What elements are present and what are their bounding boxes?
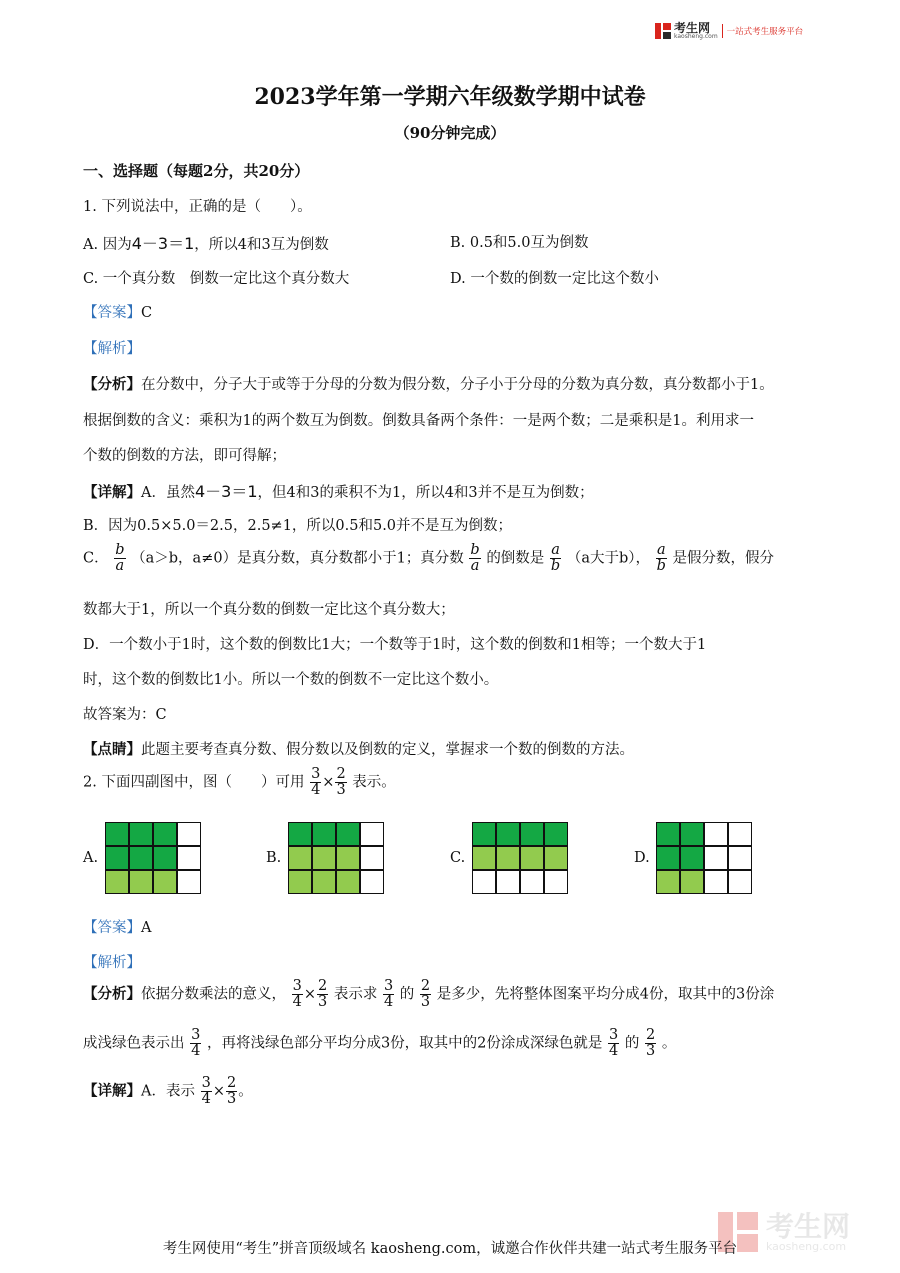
grid-cell [288, 822, 312, 846]
q1-stem: 1. 下列说法中，正确的是（ ）。 [83, 199, 312, 215]
grid-cell [288, 846, 312, 870]
q1-analysis-line-3: 个数的倒数的方法，即可得解； [83, 448, 286, 464]
q2-grid-c [472, 822, 568, 894]
grid-cell [472, 870, 496, 894]
q2-label-b: B. [266, 850, 282, 866]
site-logo[interactable] [655, 20, 803, 42]
q1-conclusion: 故答案为：C [83, 707, 167, 723]
watermark-domain: kaosheng.com [766, 1239, 847, 1253]
grid-cell [336, 846, 360, 870]
grid-cell [177, 822, 201, 846]
grid-cell [496, 822, 520, 846]
grid-cell [728, 822, 752, 846]
grid-cell [704, 822, 728, 846]
grid-cell [544, 846, 568, 870]
grid-cell [680, 870, 704, 894]
grid-cell [680, 822, 704, 846]
q1-detail-a: 【详解】A．虽然4－3＝1，但4和3的乘积不为1，所以4和3并不是互为倒数； [83, 482, 594, 501]
grid-cell [129, 870, 153, 894]
grid-cell [520, 870, 544, 894]
grid-cell [336, 870, 360, 894]
grid-cell [312, 822, 336, 846]
logo-slogan: 一站式考生服务平台 [726, 27, 804, 37]
grid-cell [728, 870, 752, 894]
q2-grid-b [288, 822, 384, 894]
grid-cell [472, 822, 496, 846]
q1-detail-c-line-1: C． $\frac{b}{a}$ （a＞b，a≠0）是真分数，真分数都小于1；真分数 $\frac{b}{a}$ 的倒数是 $\frac{a}{b}$ （a大于b）， $\frac{a}{b}$ 是假分数，假分 [83, 542, 775, 575]
grid-cell [153, 846, 177, 870]
logo-icon [655, 23, 671, 39]
page-subtitle: （90分钟完成） [394, 124, 506, 142]
grid-cell [288, 870, 312, 894]
grid-cell [656, 822, 680, 846]
q2-analysis-line-2: 成浅绿色表示出 $\frac{3}{4}$ ，再将浅绿色部分平均分成3份，取其中的2份涂成深绿色就是 $\frac{3}{4}$ 的 $\frac{2}{3}$ 。 [83, 1027, 677, 1060]
q1-option-a: A. 因为4－3＝1，所以4和3互为倒数 [83, 234, 329, 253]
q2-detail: 【详解】A．表示 $\frac{3}{4}$ × $\frac{2}{3}$ 。 [83, 1075, 253, 1108]
q2-label-a: A. [83, 850, 99, 866]
grid-cell [105, 822, 129, 846]
q1-option-b: B. 0.5和5.0互为倒数 [450, 235, 589, 251]
grid-cell [496, 870, 520, 894]
grid-cell [704, 846, 728, 870]
q1-detail-b: B．因为0.5×5.0＝2.5，2.5≠1，所以0.5和5.0并不是互为倒数； [83, 518, 513, 534]
q2-answer: 【答案】A [83, 920, 152, 936]
q1-analysis-line-1: 【分析】在分数中，分子大于或等于分母的分数为假分数，分子小于分母的分数为真分数，真分数都小于1。 [83, 376, 774, 393]
logo-name: 考生网 [674, 21, 711, 35]
q1-option-c: C. 一个真分数 倒数一定比这个真分数大 [83, 271, 350, 287]
grid-cell [312, 846, 336, 870]
grid-cell [472, 846, 496, 870]
grid-cell [105, 870, 129, 894]
q2-grid-d [656, 822, 752, 894]
q1-analysis-line-2: 根据倒数的含义：乘积为1的两个数互为倒数。倒数具备两个条件：一是两个数；二是乘积是1。利用求一 [83, 413, 754, 429]
q2-analysis-line-1: 【分析】依据分数乘法的意义， $\frac{3}{4}$ × $\frac{2}{3}$ 表示求 $\frac{3}{4}$ 的 $\frac{2}{3}$ 是多少，先将整体图案平均分成4份，取其中的3份涂 [83, 978, 775, 1011]
grid-cell [177, 846, 201, 870]
grid-cell [680, 846, 704, 870]
grid-cell [520, 846, 544, 870]
q1-answer: 【答案】C [83, 305, 153, 321]
grid-cell [704, 870, 728, 894]
page-footer: 考生网使用“考生”拼音顶级域名 kaosheng.com，诚邀合作伙伴共建一站式考生服务平台 [162, 1241, 738, 1257]
q2-grid-a [105, 822, 201, 894]
grid-cell [153, 870, 177, 894]
grid-cell [129, 822, 153, 846]
q2-label-c: C. [450, 850, 466, 866]
grid-cell [360, 846, 384, 870]
q1-option-d: D. 一个数的倒数一定比这个数小 [450, 271, 659, 287]
q1-point: 【点睛】此题主要考查真分数、假分数以及倒数的定义，掌握求一个数的倒数的方法。 [83, 741, 634, 758]
q1-detail-d-line-2: 时，这个数的倒数比1小。所以一个数的倒数不一定比这个数小。 [83, 672, 499, 688]
grid-cell [656, 846, 680, 870]
grid-cell [129, 846, 153, 870]
grid-cell [544, 870, 568, 894]
q1-detail-d-line-1: D．一个数小于1时，这个数的倒数比1大；一个数等于1时，这个数的倒数和1相等；一个数大于1 [83, 637, 707, 653]
grid-cell [360, 870, 384, 894]
grid-cell [105, 846, 129, 870]
grid-cell [656, 870, 680, 894]
grid-cell [360, 822, 384, 846]
q1-analysis-tag: 【解析】 [83, 341, 141, 357]
logo-domain: kaosheng.com [674, 33, 718, 40]
page-title: 2023学年第一学期六年级数学期中试卷 [254, 84, 646, 110]
q1-detail-c-line-2: 数都大于1，所以一个真分数的倒数一定比这个真分数大； [83, 602, 455, 618]
q2-label-d: D. [634, 850, 650, 866]
grid-cell [177, 870, 201, 894]
section-heading: 一、选择题（每题2分，共20分） [83, 162, 310, 180]
grid-cell [728, 846, 752, 870]
watermark-name: 考生网 [766, 1209, 851, 1243]
q2-analysis-tag: 【解析】 [83, 955, 141, 971]
grid-cell [336, 822, 360, 846]
grid-cell [520, 822, 544, 846]
grid-cell [496, 846, 520, 870]
grid-cell [153, 822, 177, 846]
grid-cell [544, 822, 568, 846]
grid-cell [312, 870, 336, 894]
q2-stem: 2. 下面四副图中，图（ ）可用 $\frac{3}{4}$ × $\frac{2}{3}$ 表示。 [83, 766, 396, 799]
